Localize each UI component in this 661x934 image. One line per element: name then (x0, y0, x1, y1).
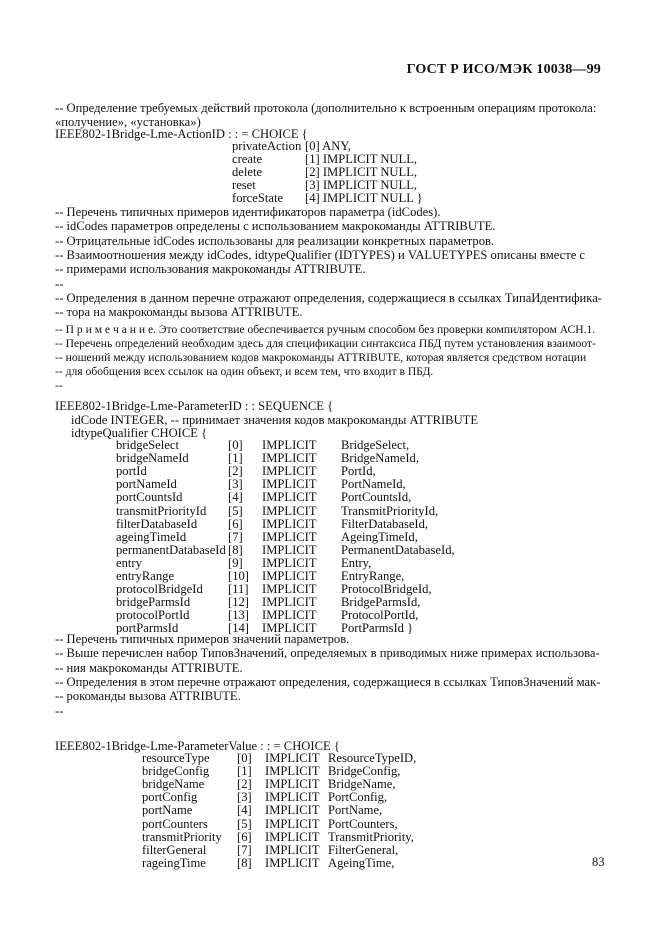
choice-impl: IMPLICIT (262, 608, 317, 623)
comment-line: -- Перечень типичных примеров значений параметров. (55, 632, 350, 646)
choice-impl: IMPLICIT (262, 477, 317, 492)
choice-impl: IMPLICIT (265, 829, 320, 844)
choice-name: rageingTime (142, 855, 206, 870)
intro-line-1: -- Определение требуемых действий протокола (дополнительно к встроенным операциям протокола: (55, 101, 597, 115)
choice-tag: [3] (237, 790, 252, 805)
choice-impl: IMPLICIT (262, 582, 317, 597)
choice-type: PortCountsId, (341, 490, 412, 505)
choice-impl: IMPLICIT (262, 542, 317, 557)
choice-tag: [12] (228, 595, 249, 610)
choice-name: privateAction (232, 139, 302, 153)
choice-name: bridgeNameId (116, 451, 189, 466)
note-line: -- П р и м е ч а н и е. Это соответствие обеспечивается ручным способом без проверки компилятором АСН.1. (55, 323, 596, 336)
choice-name: portCountsId (116, 490, 183, 505)
choice-name: bridgeParmsId (116, 595, 191, 610)
choice-tag: [3] IMPLICIT NULL, (305, 178, 418, 192)
choice-impl: IMPLICIT (265, 855, 320, 870)
comment-line: -- idCodes параметров определены с использованием макрокоманды ATTRIBUTE. (55, 219, 496, 234)
choice-tag: [13] (228, 608, 249, 623)
choice-impl: IMPLICIT (262, 516, 317, 531)
parameter-id-declaration: IEEE802-1Bridge-Lme-ParameterID : : SEQUENCE { (55, 399, 334, 413)
choice-type: PortParmsId } (341, 621, 414, 636)
parameter-value-declaration: IEEE802-1Bridge-Lme-ParameterValue : : = CHOICE { (55, 739, 340, 753)
comment-line: -- (55, 276, 64, 291)
choice-type: AgeingTime, (328, 855, 395, 870)
choice-type: BridgeSelect, (341, 438, 410, 452)
choice-type: TransmitPriority, (328, 829, 414, 844)
choice-name: portParmsId (116, 621, 179, 636)
comment-line: -- (55, 703, 64, 718)
choice-name: protocolBridgeId (116, 582, 203, 597)
choice-type: ProtocolBridgeId, (341, 582, 432, 597)
comment-line: -- Перечень типичных примеров идентификаторов параметра (idCodes). (55, 205, 441, 219)
choice-tag: [4] (228, 490, 243, 505)
comment-line: -- Определения в этом перечне отражают определения, содержащиеся в ссылках ТиповЗначений мак- (55, 674, 601, 689)
note-line: -- для обобщения всех ссылок на один объект, и всем тем, что входит в ПБД. (55, 365, 434, 378)
comment-line: -- ния макрокоманды ATTRIBUTE. (55, 660, 243, 675)
choice-name: protocolPortId (116, 608, 190, 623)
choice-tag: [2] (228, 464, 243, 479)
choice-impl: IMPLICIT (262, 464, 317, 479)
choice-name: portNameId (116, 477, 177, 492)
choice-type: BridgeParmsId, (341, 595, 421, 610)
choice-tag: [8] (228, 542, 243, 557)
choice-type: PortCounters, (328, 816, 398, 831)
choice-impl: IMPLICIT (262, 595, 317, 610)
choice-type: PortName, (328, 803, 383, 818)
idtype-qualifier-line: idtypeQualifier CHOICE { (71, 426, 208, 440)
choice-tag: [0] (237, 751, 252, 765)
choice-name: portCounters (142, 816, 208, 831)
choice-type: ProtocolPortId, (341, 608, 419, 623)
comment-line: -- Взаимоотношения между idCodes, idtypeQualifier (IDTYPES) и VALUETYPES описаны вместе с (55, 247, 586, 262)
choice-impl: IMPLICIT (265, 816, 320, 831)
choice-name: portId (116, 464, 147, 479)
choice-tag: [4] (237, 803, 252, 818)
choice-tag: [0] ANY, (305, 139, 351, 153)
choice-impl: IMPLICIT (262, 503, 317, 518)
choice-impl: IMPLICIT (265, 803, 320, 818)
comment-line: -- Выше перечислен набор ТиповЗначений, определяемых в приводимых ниже примерах использова- (55, 646, 600, 661)
choice-type: FilterDatabaseId, (341, 516, 429, 531)
choice-tag: [7] (228, 529, 243, 544)
choice-type: PortId, (341, 464, 376, 479)
choice-tag: [3] (228, 477, 243, 492)
comment-line: -- рокоманды вызова ATTRIBUTE. (55, 689, 241, 704)
choice-tag: [8] (237, 855, 252, 870)
note-line: -- ношений между использованием кодов макрокоманды ATTRIBUTE, которая является средством нотации (55, 351, 587, 364)
choice-name: entryRange (116, 569, 175, 583)
choice-type: BridgeConfig, (328, 764, 401, 779)
choice-impl: IMPLICIT (265, 764, 320, 779)
choice-type: BridgeNameId, (341, 451, 419, 466)
choice-type: AgeingTimeId, (341, 529, 418, 544)
choice-impl: IMPLICIT (265, 777, 320, 792)
choice-tag: [5] (228, 503, 243, 518)
choice-name: forceState (232, 191, 284, 205)
choice-tag: [5] (237, 816, 252, 831)
choice-type: ResourceTypeID, (328, 751, 417, 765)
choice-type: Entry, (341, 555, 372, 570)
choice-name: filterDatabaseId (116, 516, 198, 531)
choice-name: filterGeneral (142, 842, 207, 857)
page-number: 83 (592, 855, 605, 869)
choice-tag: [2] (237, 777, 252, 792)
choice-name: ageingTimeId (116, 529, 187, 544)
choice-name: bridgeName (142, 777, 205, 792)
choice-type: EntryRange, (341, 569, 405, 583)
choice-name: entry (116, 555, 142, 570)
choice-type: PortNameId, (341, 477, 406, 492)
choice-name: permanentDatabaseId (116, 542, 226, 557)
choice-name: transmitPriorityId (116, 503, 207, 518)
choice-tag: [0] (228, 438, 243, 452)
choice-impl: IMPLICIT (262, 490, 317, 505)
comment-line: -- Отрицательные idCodes использованы для реализации конкретных параметров. (55, 233, 495, 248)
choice-type: BridgeName, (328, 777, 396, 792)
choice-impl: IMPLICIT (262, 569, 317, 583)
choice-impl: IMPLICIT (265, 751, 320, 765)
choice-name: create (232, 152, 263, 166)
choice-name: portConfig (142, 790, 198, 805)
choice-tag: [1] (237, 764, 252, 779)
choice-tag: [11] (228, 582, 249, 597)
choice-impl: IMPLICIT (265, 790, 320, 805)
choice-tag: [4] IMPLICIT NULL } (305, 191, 423, 205)
choice-type: FilterGeneral, (328, 842, 399, 857)
choice-impl: IMPLICIT (262, 555, 317, 570)
choice-name: transmitPriority (142, 829, 222, 844)
choice-name: bridgeSelect (116, 438, 179, 452)
idcode-line: idCode INTEGER, -- принимает значения кодов макрокоманды ATTRIBUTE (71, 413, 479, 427)
choice-name: reset (232, 178, 256, 192)
choice-type: PortConfig, (328, 790, 388, 805)
document-header: ГОСТ Р ИСО/МЭК 10038—99 (406, 62, 601, 77)
note-line: -- Перечень определений необходим здесь для спецификации синтаксиса ПБД путем установления взаимоот- (55, 337, 596, 350)
intro-line-2: «получение», «установка») (55, 115, 201, 129)
choice-impl: IMPLICIT (262, 529, 317, 544)
choice-name: bridgeConfig (142, 764, 210, 779)
choice-tag: [2] IMPLICIT NULL, (305, 165, 418, 179)
choice-tag: [10] (228, 569, 249, 583)
note-line: -- (55, 379, 63, 392)
choice-impl: IMPLICIT (262, 451, 317, 466)
comment-line: -- примерами использования макрокоманды ATTRIBUTE. (55, 262, 366, 277)
comment-line: -- Определения в данном перечне отражают определения, содержащиеся в ссылках ТипаИдентифика- (55, 290, 602, 305)
choice-impl: IMPLICIT (262, 438, 317, 452)
choice-tag: [1] IMPLICIT NULL, (305, 152, 418, 166)
choice-tag: [14] (228, 621, 249, 636)
comment-line: -- тора на макрокоманды вызова ATTRIBUTE. (55, 305, 303, 320)
action-declaration: IEEE802-1Bridge-Lme-ActionID : : = CHOICE { (55, 127, 308, 141)
choice-tag: [6] (228, 516, 243, 531)
choice-impl: IMPLICIT (262, 621, 317, 636)
choice-tag: [6] (237, 829, 252, 844)
choice-name: portName (142, 803, 193, 818)
choice-tag: [7] (237, 842, 252, 857)
choice-type: PermanentDatabaseId, (341, 542, 455, 557)
choice-tag: [1] (228, 451, 243, 466)
choice-name: resourceType (142, 751, 210, 765)
choice-impl: IMPLICIT (265, 842, 320, 857)
choice-type: TransmitPriorityId, (341, 503, 439, 518)
choice-tag: [9] (228, 555, 243, 570)
choice-name: delete (232, 165, 263, 179)
